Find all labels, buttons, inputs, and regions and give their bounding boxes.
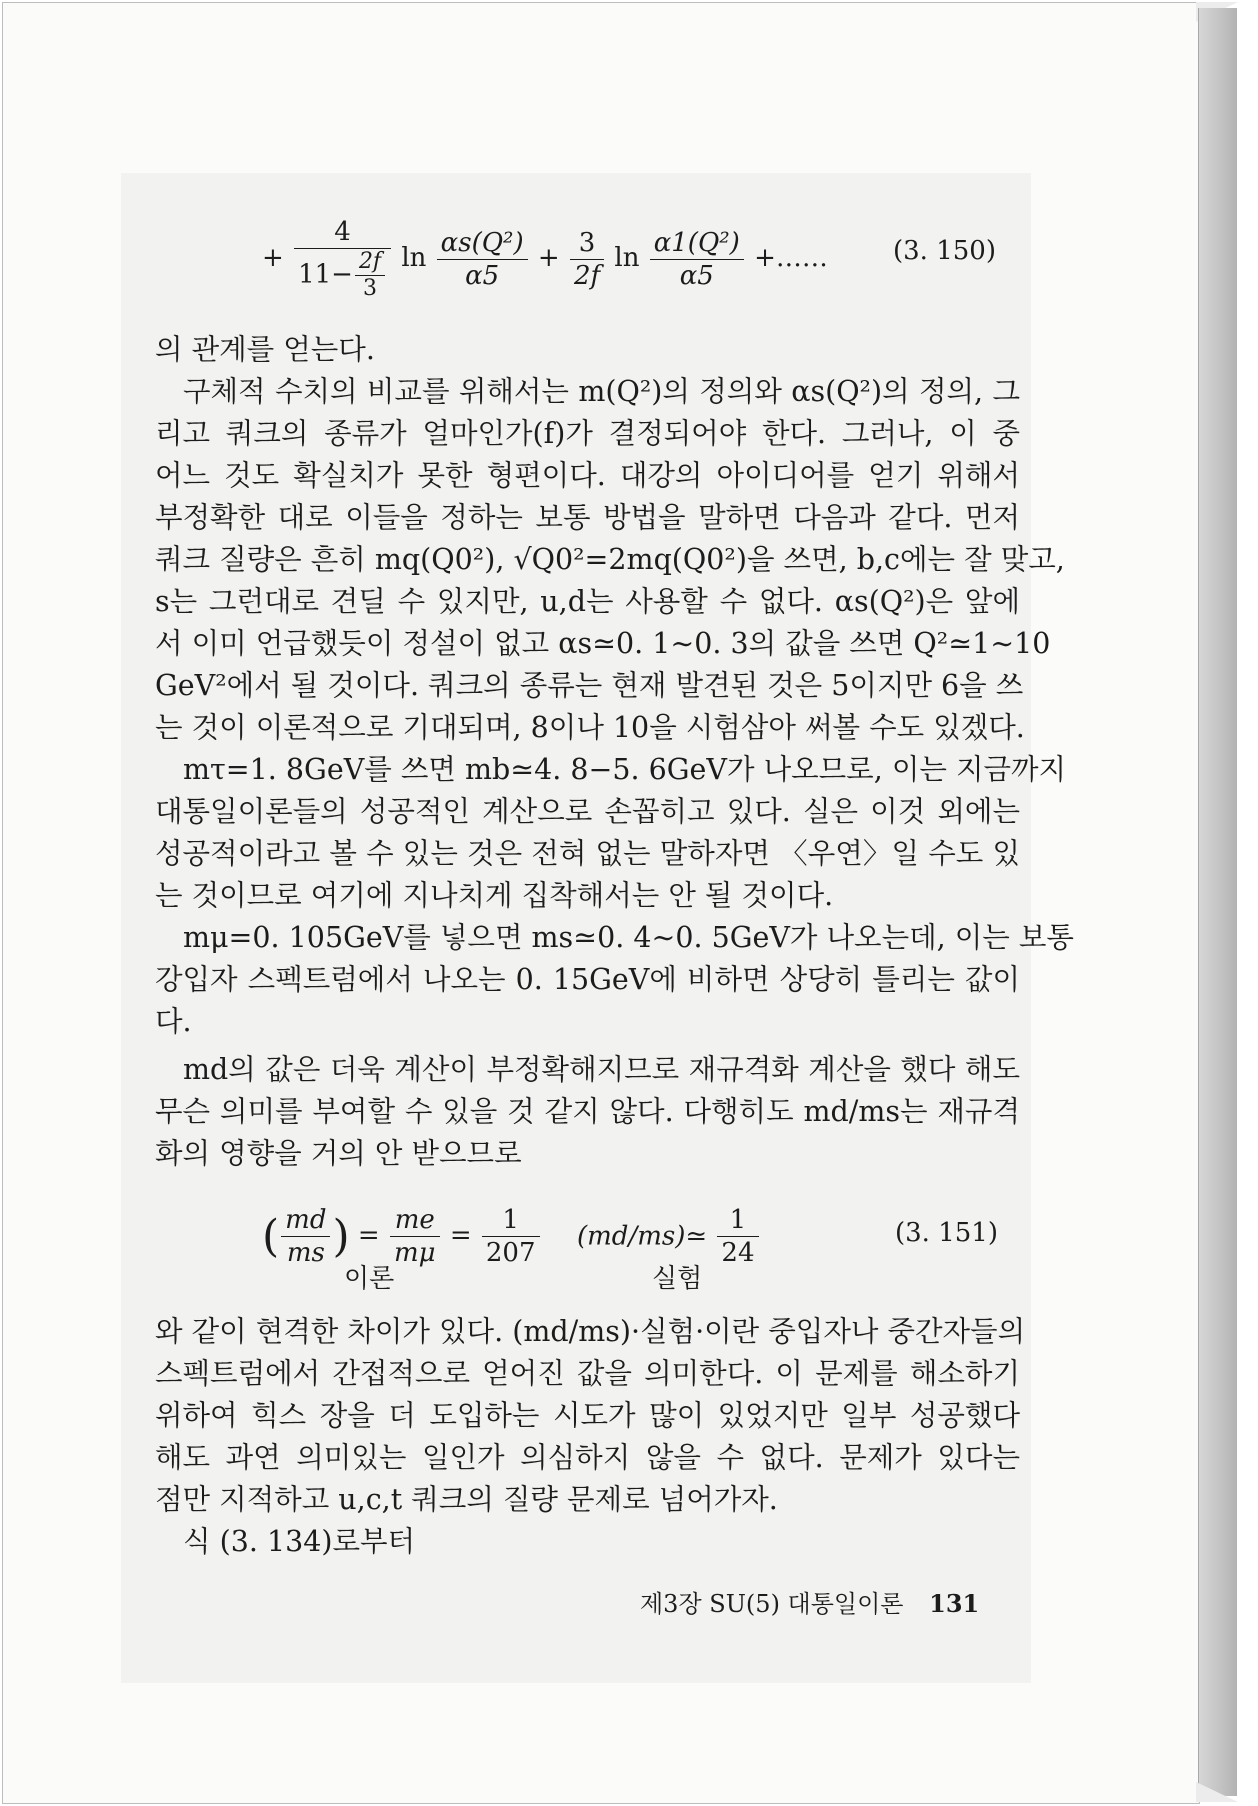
- equation-number-3-151: (3. 151): [895, 1218, 998, 1248]
- book-spine-edge: [1198, 8, 1237, 1796]
- text-line: md의 값은 더욱 계산이 부정확해지므로 재규격화 계산을 했다 해도: [183, 1053, 1020, 1086]
- text-line: s는 그런대로 견딜 수 있지만, u,d는 사용할 수 없다. αs(Q²)은 앞에: [155, 585, 1020, 618]
- text-line: GeV²에서 될 것이다. 쿼크의 종류는 현재 발견된 것은 5이지만 6을 쓰: [155, 669, 1024, 702]
- text-line: 의 관계를 얻는다.: [155, 333, 375, 366]
- eq151-frac-1-207: $\frac{1}{207}$: [482, 1204, 540, 1269]
- equation-3-150: [262, 216, 828, 302]
- equation-3-151: ( $\frac{md}{ms}$ ) = $\frac{me}{m\mu}$ = $\frac{1}{207}$: [262, 1204, 542, 1269]
- text-line: 스펙트럼에서 간접적으로 얻어진 값을 의미한다. 이 문제를 해소하기: [155, 1357, 1020, 1390]
- eq150-ln-2: ln: [614, 243, 640, 273]
- text-line: mτ=1. 8GeV를 쓰면 mb≃4. 8−5. 6GeV가 나오므로, 이는 지금까지: [183, 753, 1067, 786]
- page-edge-bottom: [1196, 1782, 1238, 1802]
- text-line: 점만 지적하고 u,c,t 쿼크의 질량 문제로 넘어가자.: [155, 1483, 778, 1516]
- text-line: 식 (3. 134)로부터: [183, 1525, 416, 1558]
- text-line: 리고 쿼크의 종류가 얼마인가(f)가 결정되어야 한다. 그러나, 이 중: [155, 417, 1020, 450]
- label-theory: 이론: [344, 1264, 395, 1294]
- eq150-frac-coefficient: 4 11− $\frac{2f}{3}$: [294, 216, 391, 302]
- eq150-frac-alpha-1: $\frac{\text{α1(Q²)}}{\alpha 5}$: [650, 227, 744, 292]
- text-line: 는 것이므로 여기에 지나치게 집착해서는 안 될 것이다.: [155, 879, 834, 912]
- text-line: 대통일이론들의 성공적인 계산으로 손꼽히고 있다. 실은 이것 외에는: [155, 795, 1020, 828]
- text-line: 성공적이라고 볼 수 있는 것은 전혀 없는 말하자면 〈우연〉일 수도 있: [155, 837, 1020, 870]
- text-line: 쿼크 질량은 흔히 mq(Q0²), √Q0²=2mq(Q0²)을 쓰면, b,c에는 잘 맞고,: [155, 543, 1065, 576]
- footer-chapter: 제3장 SU(5) 대통일이론: [640, 1590, 904, 1618]
- text-line: 는 것이 이론적으로 기대되며, 8이나 10을 시험삼아 써볼 수도 있겠다.: [155, 711, 1025, 744]
- text-line: 어느 것도 확실치가 못한 형편이다. 대강의 아이디어를 얻기 위해서: [155, 459, 1020, 492]
- eq150-ellipsis: +……: [754, 243, 828, 273]
- text-line: 무슨 의미를 부여할 수 있을 것 같지 않다. 다행히도 md/ms는 재규격: [155, 1095, 1020, 1128]
- eq150-plus: +: [262, 243, 284, 273]
- text-line: 구체적 수치의 비교를 위해서는 m(Q²)의 정의와 αs(Q²)의 정의, 그: [183, 375, 1020, 408]
- eq151-frac-1-24: $\frac{1}{24}$: [717, 1204, 758, 1269]
- eq151-frac-md-ms: $\frac{md}{ms}$: [281, 1204, 330, 1269]
- text-line: 강입자 스펙트럼에서 나오는 0. 15GeV에 비하면 상당히 틀리는 값이: [155, 963, 1020, 996]
- text-line: 와 같이 현격한 차이가 있다. (md/ms)·실험·이란 중입자나 중간자들의: [155, 1315, 1026, 1348]
- text-line: 부정확한 대로 이들을 정하는 보통 방법을 말하면 다음과 같다. 먼저: [155, 501, 1020, 534]
- eq150-ln: ln: [401, 243, 427, 273]
- equation-number-3-150: (3. 150): [893, 236, 996, 266]
- text-line: 서 이미 언급했듯이 정설이 없고 αs≃0. 1∼0. 3의 값을 쓰면 Q²≃1∼10: [155, 627, 1051, 660]
- text-line: 다.: [155, 1005, 192, 1038]
- text-line: 해도 과연 의미있는 일인가 의심하지 않을 수 없다. 문제가 있다는: [155, 1441, 1020, 1474]
- label-experiment: 실험: [652, 1264, 703, 1294]
- text-line: 화의 영향을 거의 안 받으므로: [155, 1137, 522, 1170]
- page-number: 131: [929, 1589, 980, 1618]
- text-line: 위하여 힉스 장을 더 도입하는 시도가 많이 있었지만 일부 성공했다: [155, 1399, 1020, 1432]
- eq150-frac-alpha-s: $\frac{\text{αs(Q²)}}{\alpha 5}$: [437, 227, 528, 292]
- eq150-frac-3-2f: $\frac{3}{2f}$: [570, 227, 604, 292]
- running-footer: [640, 1584, 979, 1619]
- equation-3-151-experimental: (md/ms)≃ $\frac{1}{24}$: [577, 1204, 761, 1269]
- eq150-plus-2: +: [537, 243, 560, 273]
- eq151-frac-me-mmu: $\frac{me}{m\mu}$: [390, 1204, 440, 1269]
- text-line: mμ=0. 105GeV를 넣으면 ms≃0. 4∼0. 5GeV가 나오는데, 이는 보통: [183, 921, 1074, 954]
